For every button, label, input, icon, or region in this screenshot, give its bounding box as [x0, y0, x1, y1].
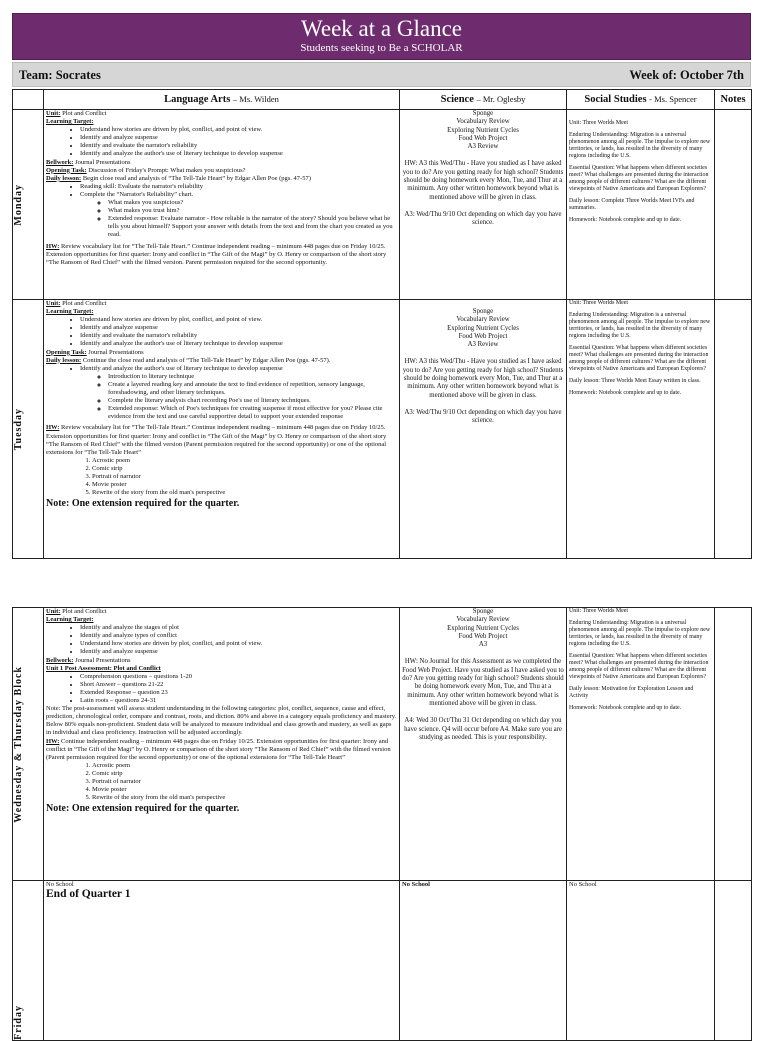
row-friday	[13, 881, 752, 1041]
list-item: 1. Acrostic poem	[92, 762, 397, 770]
science-cell-friday: No School	[400, 881, 567, 1041]
col-header-language-arts: Language Arts – Ms. Wilden	[44, 90, 400, 110]
list-item: • Latin roots – questions 24-31	[80, 697, 397, 705]
la-cell-friday: No School End of Quarter 1	[44, 881, 400, 1041]
day-label-wed-thu: Wednesday & Thursday Block	[13, 665, 24, 823]
schedule-table-bottom	[12, 607, 752, 1041]
col-header-notes: Notes	[715, 90, 752, 110]
list-item: • Identify and analyze the stages of plot	[80, 624, 397, 632]
page-subtitle: Students seeking to Be a SCHOLAR	[300, 42, 463, 54]
science-cell-wed-thu: Sponge Vocabulary Review Exploring Nutrient Cycles Food Web Project A3 HW: No Journal for this Assessment as we completed the Food Web Project. Have you studied as I have asked you to do? Are you getting ready for high school? Students should be doing homework every Mon, Tue, and Thu at a minimum. Any other written homework beyond what is mentioned above will be given in class. A4: Wed 30 Oct/Thu 31 Oct depending on which day you have science. Q4 will occur before A4. Make sure you are studying as needed. This is your responsibility.	[400, 608, 567, 881]
list-item: • Identify and analyze suspense	[80, 134, 397, 142]
notes-cell-tuesday	[715, 300, 752, 559]
day-cell-monday	[13, 110, 44, 300]
list-item: 4. Movie poster	[92, 481, 397, 489]
list-item: • Identify and evaluate the narrator's reliability	[80, 142, 397, 150]
col-header-science: Science – Mr. Oglesby	[400, 90, 567, 110]
list-item: • Understand how stories are driven by plot, conflict, and point of view.	[80, 316, 397, 324]
social-studies-cell-friday: No School	[567, 881, 715, 1041]
list-item: 4. Movie poster	[92, 786, 397, 794]
col-header-social-studies: Social Studies - Ms. Spencer	[567, 90, 715, 110]
social-studies-cell-tuesday: Unit: Three Worlds Meet Enduring Understanding: Migration is a universal phenomenon among all people. The impulse to explore new territories, or lands, has resulted in the diversity of many regions including the U.S. Essential Question: What happens when different societies meet? What challenges are presented during the interaction among people of different cultures? What are the different viewpoints of Native Americans and European Explorers? Daily lesson: Three Worlds Meet Essay written in class. Homework: Notebook complete and up to date.	[567, 300, 715, 559]
list-item: • Identify and analyze the author's use of literary technique to develop suspense	[80, 340, 397, 348]
end-of-quarter: End of Quarter 1	[46, 888, 131, 901]
list-item: ◦ What makes you suspicious?	[108, 199, 397, 207]
list-item: 2. Comic strip	[92, 770, 397, 778]
schedule-table-top	[12, 89, 752, 559]
day-cell-wed-thu	[13, 608, 44, 881]
list-item: • Identify and evaluate the narrator's reliability	[80, 332, 397, 340]
day-cell-tuesday	[13, 300, 44, 559]
science-cell-monday: Sponge Vocabulary Review Exploring Nutrient Cycles Food Web Project A3 Review HW: A3 this Wed/Thu - Have you studied as I have asked you to do? Are you getting ready for high school? Students should be doing homework every Mon, Tue, and Thur at a minimum. Any other written homework beyond what is mentioned above will be given in class. A3: Wed/Thu 9/10 Oct depending on which day you have science.	[400, 110, 567, 300]
day-label-friday: Friday	[13, 1005, 24, 1040]
team-bar	[12, 62, 751, 87]
list-item: ◦ Complete the literary analysis chart recording Poe's use of literary techniques.	[108, 397, 397, 405]
row-tuesday	[13, 300, 752, 559]
extension-note: Note: One extension required for the quarter.	[46, 498, 240, 510]
list-item: • Identify and analyze suspense	[80, 648, 397, 656]
notes-cell-wed-thu	[715, 608, 752, 881]
notes-cell-friday	[715, 881, 752, 1041]
row-monday	[13, 110, 752, 300]
team-name: Team: Socrates	[19, 68, 101, 82]
science-cell-tuesday: Sponge Vocabulary Review Exploring Nutrient Cycles Food Web Project A3 Review HW: A3 this Wed/Thu - Have you studied as I have asked you to do? Are you getting ready for high school? Students should be doing homework every Mon, Tue, and Thur at a minimum. Any other written homework beyond what is mentioned above will be given in class. A3: Wed/Thu 9/10 Oct depending on which day you have science.	[400, 300, 567, 559]
list-item: • Comprehension questions – questions 1-20	[80, 673, 397, 681]
day-label-monday: Monday	[13, 183, 24, 226]
list-item: ◦ What makes you trust him?	[108, 207, 397, 215]
list-item: 5. Rewrite of the story from the old man's perspective	[92, 794, 397, 802]
social-studies-cell-monday: Unit: Three Worlds Meet Enduring Understanding: Migration is a universal phenomenon among all people. The impulse to explore new territories, or lands, has resulted in the diversity of many regions including the U.S. Essential Question: What happens when different societies meet? What challenges are presented during the interaction among people of different cultures? What are the different viewpoints of Native Americans and European Explorers? Daily lesson: Complete Three Worlds Meet IVFs and summaries. Homework: Notebook complete and up to date.	[567, 110, 715, 300]
list-item: 5. Rewrite of the story from the old man's perspective	[92, 489, 397, 497]
extension-note: Note: One extension required for the quarter.	[46, 803, 240, 815]
la-cell-tuesday: Unit: Plot and Conflict Learning Target: • Understand how stories are driven by plot, conflict, and point of view. • Identify and analyze suspense • Identify and evaluate the narrator's reliability • Identify and analyze the author's use of literary technique to develop suspense Opening Task: Journal Presentations Daily lesson: Continue the close read and analysis of “The Tell-Tale Heart” by Edgar Allen Poe (pgs. 47-57). • Identify and analyze the author's use of literary technique to develop suspense ◦ Introduction to literary technique ◦ Create a layered reading key and annotate the text to find evidence of repetition, sensory language, foreshadowing, and other literary techniques. ◦ Complete the literary analysis chart recording Poe's use of literary techniques. ◦ Extended response: Which of Poe's techniques for creating suspense if most effective for you? Please cite evidence from the text and use careful supportive detail to support your extended response HW: Review vocabulary list for “The Tell-Tale Heart.” Continue independent reading – minimum 448 pages due on Friday 10/25. Extension opportunities for first quarter: Irony and conflict in “The Gift of the Magi” by O. Henry or comparison of the short story “The Ransom of Red Chief” with the filmed version (Parent permission required for the second opportunity) or one of the optional extensions for “The Tell-Tale Heart” 1. Acrostic poem 2. Comic strip 3. Portrait of narrator 4. Movie poster 5. Rewrite of the story from the old man's perspective Note: One extension required for the quarter.	[44, 300, 400, 559]
list-item: • Understand how stories are driven by plot, conflict, and point of view.	[80, 126, 397, 134]
list-item: • Identify and analyze types of conflict	[80, 632, 397, 640]
list-item: • Identify and analyze the author's use of literary technique to develop suspense ◦ Introduction to literary technique ◦ Create a layered reading key and annotate the text to find evidence of repetition, sensory language, foreshadowing, and other literary techniques. ◦ Complete the literary analysis chart recording Poe's use of literary techniques. ◦ Extended response: Which of Poe's techniques for creating suspense if most effective for you? Please cite evidence from the text and use careful supportive detail to support your extended response	[80, 365, 397, 422]
list-item: ◦ Extended response: Which of Poe's techniques for creating suspense if most effective for you? Please cite evidence from the text and use careful supportive detail to support your extended response	[108, 405, 397, 421]
list-item: • Reading skill: Evaluate the narrator's reliability	[80, 183, 397, 191]
list-item: ◦ Create a layered reading key and annotate the text to find evidence of repetition, sensory language, foreshadowing, and other literary techniques.	[108, 381, 397, 397]
page-title: Week at a Glance	[301, 16, 462, 41]
list-item: • Complete the “Narrator's Reliability” chart. ◦ What makes you suspicious? ◦ What makes you trust him? ◦ Extended response: Evaluate narrator - How reliable is the narrator of the story? Should you believe what he tells you about himself? Support your answer with details from the text and from the chart you created as you read.	[80, 191, 397, 240]
la-cell-monday: Unit: Plot and Conflict Learning Target: • Understand how stories are driven by plot, conflict, and point of view. • Identify and analyze suspense • Identify and evaluate the narrator's reliability • Identify and analyze the author's use of literary technique to develop suspense Bellwork: Journal Presentations Opening Task: Discussion of Friday's Prompt: What makes you suspicious? Daily lesson: Begin close read and analysis of “The Tell-Tale Heart” by Edgar Allen Poe (pgs. 47-57) • Reading skill: Evaluate the narrator's reliability • Complete the “Narrator's Reliability” chart. ◦ What makes you suspicious? ◦ What makes you trust him? ◦ Extended response: Evaluate narrator - How reliable is the narrator of the story? Should you believe what he tells you about himself? Support your answer with details from the text and from the chart you created as you read. HW: Review vocabulary list for “The Tell-Tale Heart.” Continue independent reading – minimum 448 pages due on Friday 10/25. Extension opportunities for first quarter: Irony and conflict in “The Gift of the Magi” by O. Henry or comparison of the short story “The Ransom of Red Chief” with the filmed version. Parent permission required for the second opportunity.	[44, 110, 400, 300]
learning-targets	[46, 126, 397, 158]
social-studies-cell-wed-thu: Unit: Three Worlds Meet Enduring Understanding: Migration is a universal phenomenon among all people. The impulse to explore new territories, or lands, has resulted in the diversity of many regions including the U.S. Essential Question: What happens when different societies meet? What challenges are presented during the interaction among people of different cultures? What are the different viewpoints of Native Americans and European Explorers? Daily lesson: Motivation for Exploration Lesson and Activity Homework: Notebook complete and up to date.	[567, 608, 715, 881]
notes-cell-monday	[715, 110, 752, 300]
row-wed-thu	[13, 608, 752, 881]
week-of: Week of: October 7th	[629, 68, 744, 82]
list-item: 3. Portrait of narrator	[92, 778, 397, 786]
list-item: • Extended Response – question 23	[80, 689, 397, 697]
list-item: • Understand how stories are driven by plot, conflict, and point of view.	[80, 640, 397, 648]
list-item: 2. Comic strip	[92, 465, 397, 473]
list-item: 3. Portrait of narrator	[92, 473, 397, 481]
day-header-empty	[13, 90, 44, 110]
list-item: ◦ Introduction to literary technique	[108, 373, 397, 381]
list-item: • Identify and analyze suspense	[80, 324, 397, 332]
list-item: ◦ Extended response: Evaluate narrator - How reliable is the narrator of the story? Should you believe what he tells you about himself? Support your answer with details from the text and from the chart you created as you read.	[108, 215, 397, 239]
list-item: • Short Answer – questions 21-22	[80, 681, 397, 689]
header-row	[13, 90, 752, 110]
day-cell-friday	[13, 881, 44, 1041]
list-item: • Identify and analyze the author's use of literary technique to develop suspense	[80, 150, 397, 158]
la-cell-wed-thu: Unit: Plot and Conflict Learning Target: • Identify and analyze the stages of plot • Identify and analyze types of conflict • Understand how stories are driven by plot, conflict, and point of view. • Identify and analyze suspense Bellwork: Journal Presentations Unit 1 Post Assessment: Plot and Conflict • Comprehension questions – questions 1-20 • Short Answer – questions 21-22 • Extended Response – question 23 • Latin roots – questions 24-31 Note: The post-assessment will assess student understanding in the following categories: plot, conflict, sequence, cause and effect, prediction, chronological order, compare and contrast, roots, and diction. 80% and above in a category equals proficiency and mastery. Below 80% equals non-proficient. Student data will be analyzed to measure individual and class growth and mastery, as well as gaps in individual and class proficiency. Instruction will be adjusted accordingly. HW: Continue independent reading – minimum 448 pages due on Friday 10/25. Extension opportunities for first quarter: Irony and conflict in “The Gift of the Magi” by O. Henry or comparison of the short story “The Ransom of Red Chief” with the filmed version (Parent permission required for the second opportunity) or one of the optional extensions for “The Tell-Tale Heart” 1. Acrostic poem 2. Comic strip 3. Portrait of narrator 4. Movie poster 5. Rewrite of the story from the old man's perspective Note: One extension required for the quarter.	[44, 608, 400, 881]
list-item: 1. Acrostic poem	[92, 457, 397, 465]
header-banner	[12, 13, 751, 60]
day-label-tuesday: Tuesday	[13, 407, 24, 451]
